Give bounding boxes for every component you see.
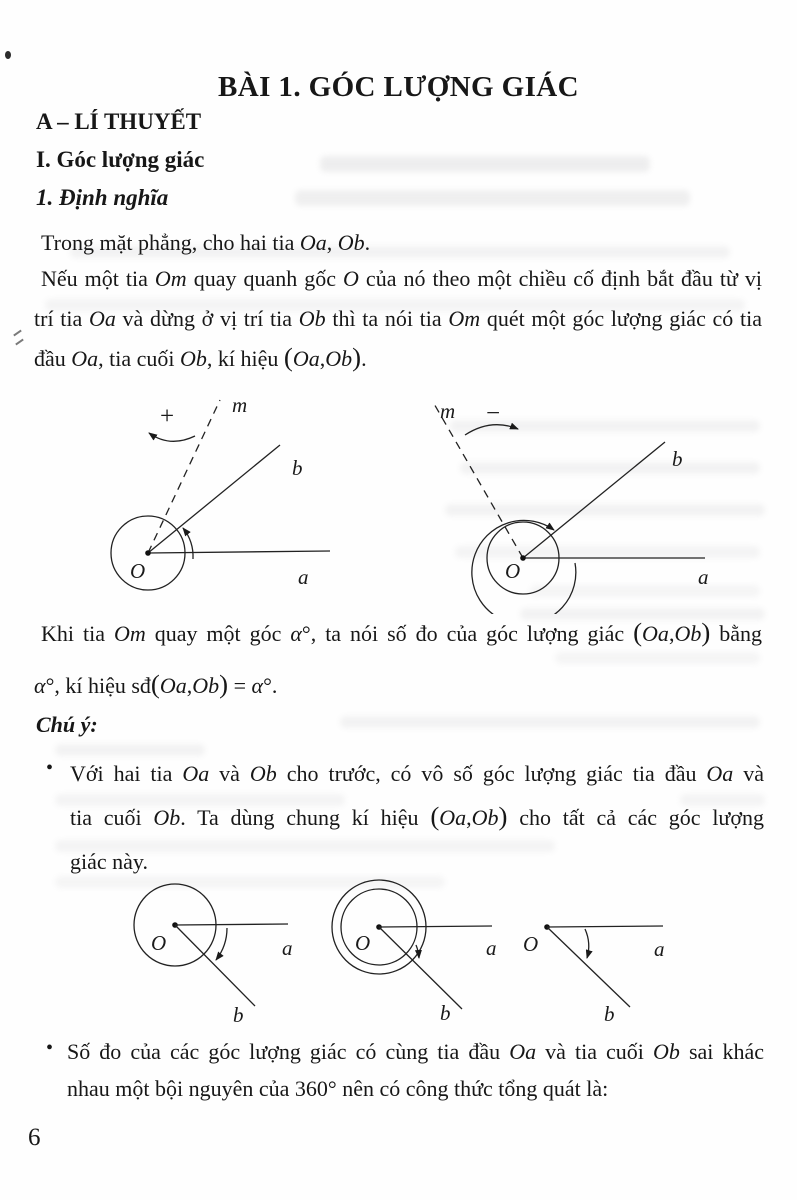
figure-multiple-angles [96, 862, 706, 1037]
scan-artifact [295, 190, 690, 206]
label-b: b [440, 1001, 451, 1025]
figure-negative-direction [420, 388, 740, 614]
label-b: b [604, 1002, 615, 1026]
scan-artifact [340, 716, 760, 728]
definition-heading: 1. Định nghĩa [36, 185, 169, 210]
note-heading: Chú ý: [36, 712, 98, 737]
figure-positive-direction [58, 388, 408, 614]
angle-arc [216, 928, 227, 960]
ray-b [379, 927, 462, 1009]
bullet-2-text: Số đo của các góc lượng giác có cùng tia đầu Oa và tia cuối Ob sai khác nhau một bội nguyên của 360° nên có công thức tổng quát là: [67, 1039, 764, 1101]
paragraph-intro: Trong mặt phẳng, cho hai tia Oa, Ob. [41, 230, 371, 255]
pencil-mark [13, 330, 22, 337]
ray-b [523, 442, 665, 558]
label-m: m [232, 393, 248, 417]
label-O: O [130, 559, 146, 583]
label-O: O [505, 559, 521, 583]
bullet-1-text: Với hai tia Oa và Ob cho trước, có vô số góc lượng giác tia đầu Oa và tia cuối Ob. Ta dùng chung kí hiệu (Oa,Ob) cho tất cả các góc lượng giác này. [70, 761, 765, 874]
figure-one-turn [134, 884, 293, 1027]
bullet-marker: • [46, 757, 54, 779]
minus-sign: − [486, 400, 501, 427]
origin-dot [520, 555, 526, 561]
paragraph-measure: Khi tia Om quay một góc α°, ta nói số đo của góc lượng giác (Oa,Ob) bằng α°, kí hiệu sđ(Oa,Ob) = α°. [34, 617, 762, 699]
figure-small-angle [523, 924, 665, 1026]
label-m: m [440, 399, 456, 423]
label-a: a [282, 936, 293, 960]
section-a-heading: A – LÍ THUYẾT [36, 109, 202, 134]
ray-a [175, 924, 288, 925]
label-a: a [698, 565, 709, 589]
scan-speck [5, 51, 11, 59]
label-O: O [523, 932, 539, 956]
ray-a [148, 551, 330, 553]
ray-b [175, 925, 255, 1006]
paragraph-definition: Nếu một tia Om quay quanh gốc O của nó theo một chiều cố định bắt đầu từ vị trí tia Oa và dừng ở vị trí tia Ob thì ta nói tia Om quét một góc lượng giác có tia đầu Oa, tia cuối Ob, kí hiệu (Oa,Ob). [34, 266, 762, 372]
ray-b [148, 445, 280, 553]
origin-dot [145, 550, 151, 556]
page-number: 6 [28, 1124, 41, 1151]
label-a: a [654, 937, 665, 961]
label-O: O [355, 931, 371, 955]
angle-arc [472, 520, 576, 614]
label-O: O [151, 931, 167, 955]
bullet-marker: • [46, 1037, 54, 1059]
label-b: b [233, 1003, 244, 1027]
label-a: a [298, 565, 309, 589]
scan-artifact [320, 156, 650, 172]
ray-a [547, 926, 663, 927]
angle-arc [585, 929, 589, 958]
label-a: a [486, 936, 497, 960]
section-i-heading: I. Góc lượng giác [36, 147, 205, 172]
label-b: b [292, 456, 303, 480]
label-b: b [672, 447, 683, 471]
figure-two-turns [332, 880, 497, 1025]
plus-sign: + [160, 403, 175, 430]
positive-direction-arrow [149, 433, 195, 441]
pencil-mark [15, 339, 24, 346]
ray-a [379, 926, 492, 927]
lesson-title: BÀI 1. GÓC LƯỢNG GIÁC [218, 71, 579, 104]
ray-m-dashed [433, 402, 523, 558]
